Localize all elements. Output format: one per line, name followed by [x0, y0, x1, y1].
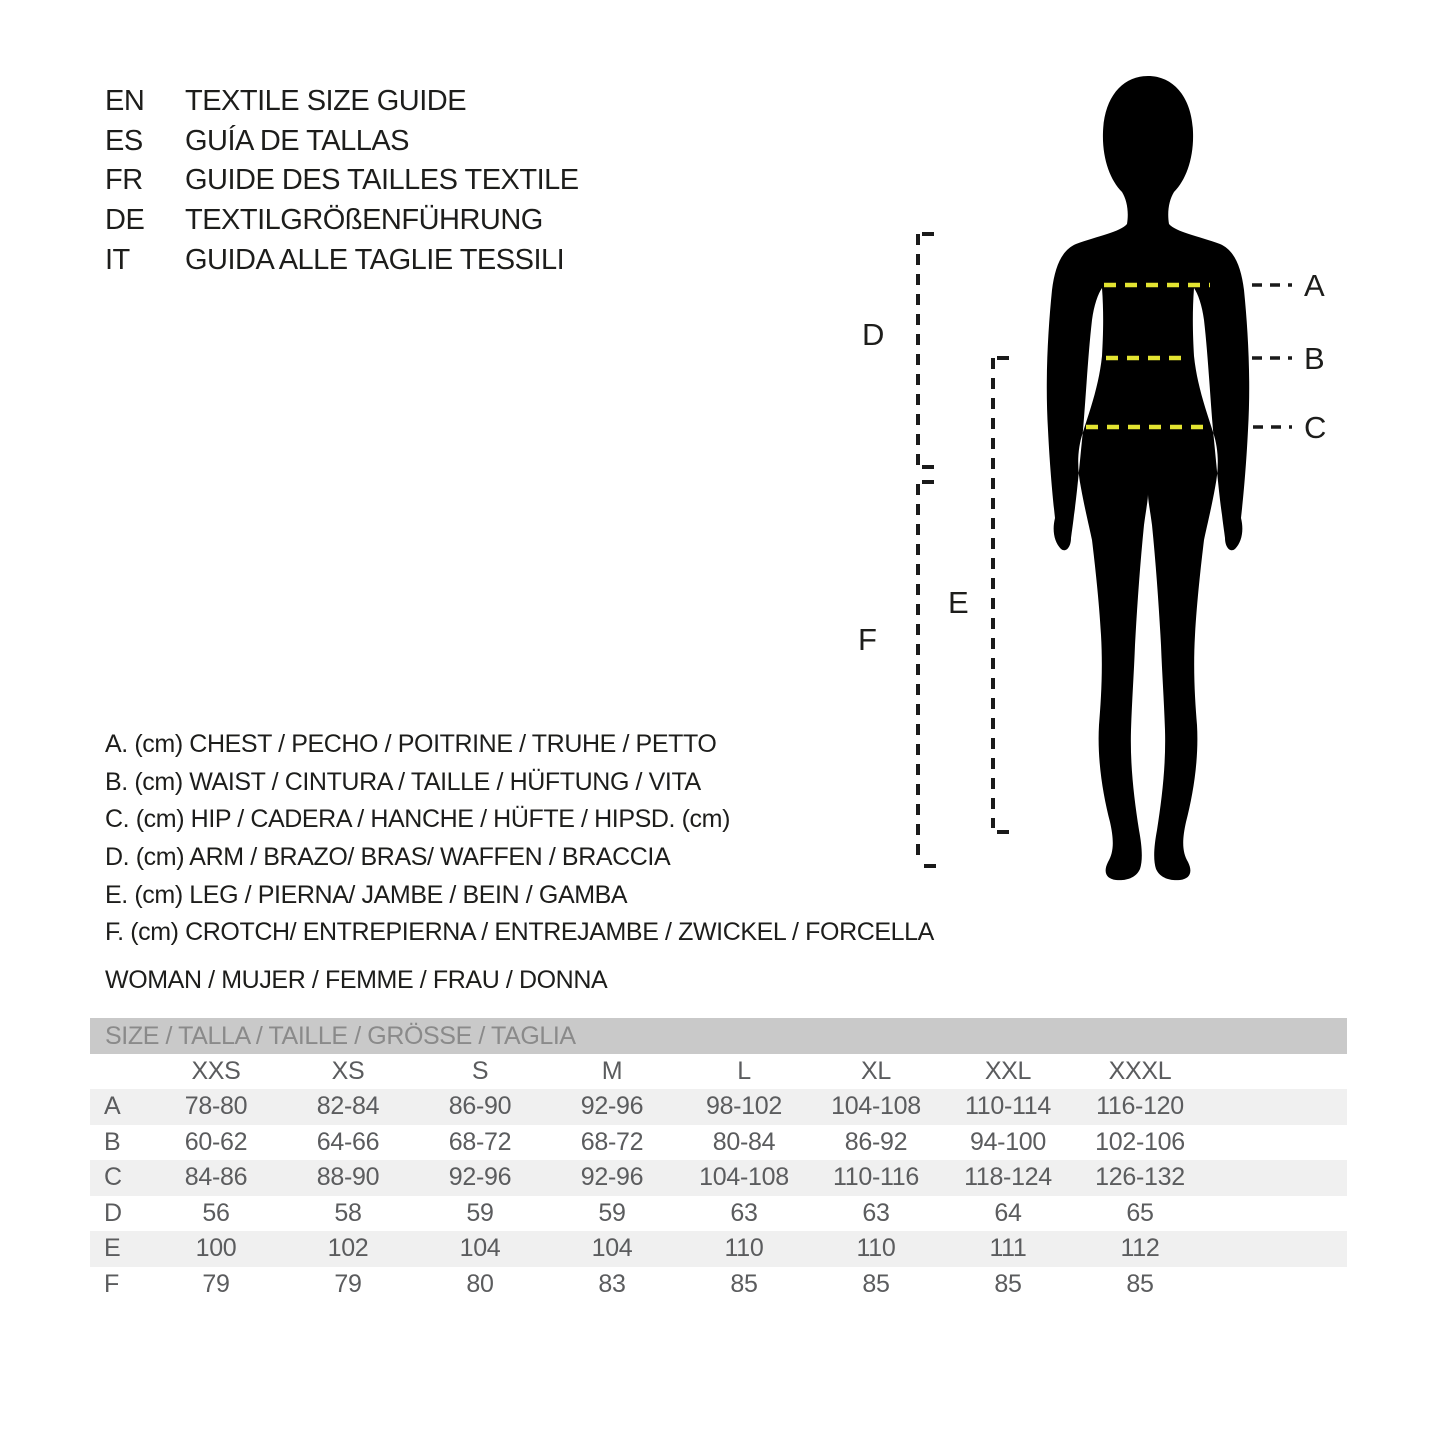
woman-silhouette-image: [1047, 76, 1249, 880]
size-column-header-xxs: XXS: [191, 1057, 241, 1085]
table-row-arm: [90, 1196, 1347, 1232]
size-column-header-row: [90, 1054, 1347, 1089]
size-cell: 126-132: [1095, 1163, 1185, 1192]
size-cell: 85: [1126, 1269, 1154, 1298]
table-row-chest: [90, 1089, 1347, 1125]
size-cell: 64-66: [316, 1127, 380, 1156]
row-label: D: [104, 1198, 122, 1227]
size-cell: 104-108: [699, 1163, 789, 1192]
size-cell: 80-84: [712, 1127, 776, 1156]
size-column-header-s: S: [471, 1057, 489, 1085]
size-cell: 110-114: [965, 1092, 1051, 1121]
size-cell: 88-90: [316, 1163, 380, 1192]
table-row-hip: [90, 1160, 1347, 1196]
size-table-header-bar: SIZE / TALLA / TAILLE / GRÖSSE / TAGLIA: [90, 1018, 1347, 1054]
row-label: E: [104, 1234, 121, 1263]
definition-arm: D. (cm) ARM / BRAZO/ BRAS/ WAFFEN / BRACCIA: [105, 843, 671, 872]
size-cell: 80: [466, 1269, 494, 1298]
table-row-waist: [90, 1125, 1347, 1161]
size-cell: 100: [195, 1234, 237, 1263]
measure-label-f: F: [858, 622, 877, 657]
size-column-header-xxxl: XXXL: [1108, 1057, 1172, 1085]
language-title: TEXTILE SIZE GUIDE: [185, 85, 467, 118]
size-cell: 78-80: [184, 1092, 248, 1121]
size-cell: 83: [598, 1269, 626, 1298]
size-cell: 112: [1120, 1234, 1160, 1263]
audience-title: WOMAN / MUJER / FEMME / FRAU / DONNA: [105, 966, 608, 994]
size-cell: 92-96: [580, 1092, 644, 1121]
measure-label-c: C: [1304, 410, 1326, 445]
language-title: TEXTILGRÖßENFÜHRUNG: [185, 204, 543, 237]
language-code: EN: [105, 85, 145, 118]
size-cell: 63: [862, 1198, 890, 1227]
size-cell: 116-120: [1096, 1092, 1184, 1121]
size-cell: 110-116: [833, 1163, 919, 1192]
size-cell: 102-106: [1095, 1127, 1185, 1156]
measure-label-d: D: [862, 317, 884, 352]
size-column-header-xs: XS: [331, 1057, 365, 1085]
size-cell: 118-124: [964, 1163, 1052, 1192]
size-cell: 79: [334, 1269, 362, 1298]
language-code: ES: [105, 124, 143, 157]
language-code: IT: [105, 243, 130, 276]
size-cell: 104: [459, 1234, 501, 1263]
measurement-definitions: [105, 726, 934, 952]
language-title: GUÍA DE TALLAS: [185, 124, 410, 157]
row-label: A: [104, 1092, 121, 1121]
size-cell: 110: [856, 1234, 896, 1263]
size-cell: 104: [591, 1234, 633, 1263]
measure-label-e: E: [948, 585, 969, 620]
definition-leg: E. (cm) LEG / PIERNA/ JAMBE / BEIN / GAMBA: [105, 880, 628, 909]
size-cell: 85: [730, 1269, 758, 1298]
size-column-header-xl: XL: [861, 1057, 891, 1085]
size-cell: 82-84: [316, 1092, 380, 1121]
size-cell: 92-96: [580, 1163, 644, 1192]
measure-label-b: B: [1304, 341, 1325, 376]
size-cell: 104-108: [831, 1092, 921, 1121]
size-cell: 98-102: [705, 1092, 783, 1121]
size-cell: 92-96: [448, 1163, 512, 1192]
definition-crotch: F. (cm) CROTCH/ ENTREPIERNA / ENTREJAMBE / ZWICKEL / FORCELLA: [105, 918, 934, 947]
size-column-header-xxl: XXL: [984, 1057, 1032, 1085]
size-cell: 79: [202, 1269, 230, 1298]
size-cell: 86-90: [448, 1092, 512, 1121]
language-title: GUIDA ALLE TAGLIE TESSILI: [185, 243, 565, 276]
row-label: B: [104, 1127, 121, 1156]
measure-label-a: A: [1304, 268, 1325, 303]
size-cell: 59: [466, 1198, 494, 1227]
size-cell: 68-72: [580, 1127, 644, 1156]
language-title: GUIDE DES TAILLES TEXTILE: [185, 164, 579, 197]
size-cell: 56: [202, 1198, 230, 1227]
definition-hip: C. (cm) HIP / CADERA / HANCHE / HÜFTE / HIPSD. (cm): [105, 805, 731, 834]
language-code: DE: [105, 204, 145, 237]
size-cell: 86-92: [844, 1127, 908, 1156]
size-cell: 110: [724, 1234, 764, 1263]
size-cell: 85: [994, 1269, 1022, 1298]
size-column-header-m: M: [601, 1057, 623, 1085]
size-table: [90, 1018, 1347, 1302]
table-row-leg: [90, 1231, 1347, 1267]
size-cell: 94-100: [969, 1127, 1047, 1156]
size-cell: 68-72: [448, 1127, 512, 1156]
row-label: F: [104, 1269, 119, 1298]
size-cell: 84-86: [184, 1163, 248, 1192]
size-cell: 65: [1126, 1198, 1154, 1227]
definition-chest: A. (cm) CHEST / PECHO / POITRINE / TRUHE / PETTO: [105, 730, 717, 759]
size-cell: 85: [862, 1269, 890, 1298]
language-code: FR: [105, 164, 143, 197]
definition-waist: B. (cm) WAIST / CINTURA / TAILLE / HÜFTUNG / VITA: [105, 767, 701, 796]
size-column-header-l: L: [737, 1057, 751, 1085]
table-row-crotch: [90, 1267, 1347, 1303]
size-cell: 59: [598, 1198, 626, 1227]
size-cell: 64: [994, 1198, 1022, 1227]
size-cell: 63: [730, 1198, 758, 1227]
size-cell: 102: [327, 1234, 369, 1263]
size-cell: 111: [989, 1234, 1027, 1263]
size-cell: 60-62: [184, 1127, 248, 1156]
size-cell: 58: [334, 1198, 362, 1227]
row-label: C: [104, 1163, 122, 1192]
